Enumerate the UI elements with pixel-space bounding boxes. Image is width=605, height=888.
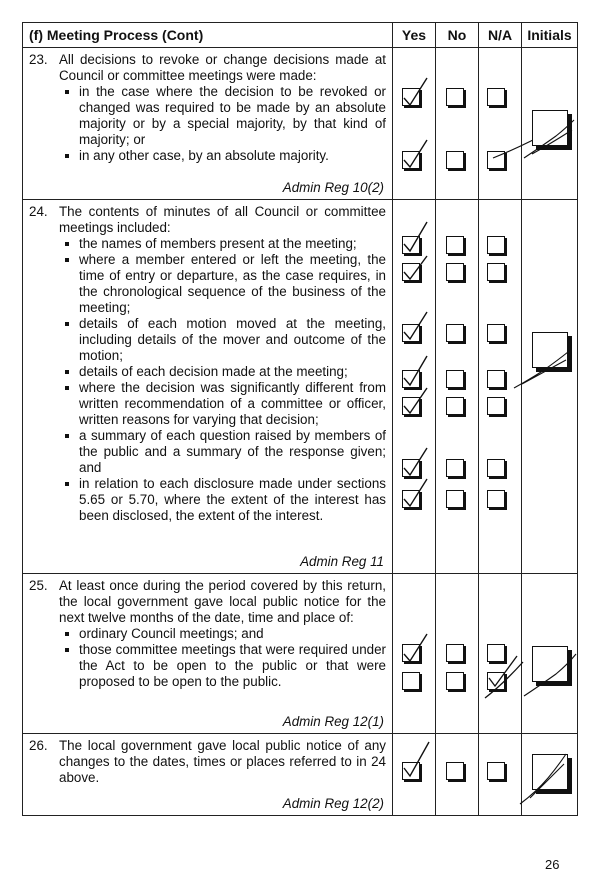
checkbox-no[interactable] [446,762,464,780]
checkbox-na-checked[interactable] [487,151,505,169]
checkbox-na[interactable] [487,236,505,254]
checkbox-yes[interactable] [402,672,420,690]
question-number: 25. [29,578,48,593]
checkbox-no[interactable] [446,88,464,106]
bullet-item: in the case where the decision to be revoked or changed was required to be made by an absolute majority or by a special majority, by that kind of majority; or [79,84,386,147]
initials-box[interactable] [532,332,568,368]
bullet-item: in relation to each disclosure made under sections 5.65 or 5.70, where the extent of the interest has been disclosed, the extent of the interest. [79,476,386,523]
regulation-reference: Admin Reg 12(1) [282,714,384,729]
checkbox-na[interactable] [487,644,505,662]
checkbox-yes-checked[interactable] [402,370,420,388]
checkbox-yes-checked[interactable] [402,88,420,106]
col-no-header: No [436,23,479,48]
yes-cell [393,48,436,200]
checkbox-yes-checked[interactable] [402,151,420,169]
checkbox-yes-checked[interactable] [402,236,420,254]
question-24 [23,200,393,574]
checkbox-no[interactable] [446,370,464,388]
checkbox-no[interactable] [446,672,464,690]
question-25 [23,574,393,734]
checkbox-yes-checked[interactable] [402,490,420,508]
bullet-item: details of each motion moved at the meeting, including details of the mover and outcome of the motion; [79,316,386,363]
checkbox-yes-checked[interactable] [402,459,420,477]
initials-box[interactable] [532,646,568,682]
checkbox-na[interactable] [487,459,505,477]
page-number: 26 [545,857,560,872]
checkbox-no[interactable] [446,644,464,662]
question-row-23 [23,48,578,200]
checkbox-na[interactable] [487,762,505,780]
checkbox-na-checked[interactable] [487,672,505,690]
regulation-reference: Admin Reg 12(2) [282,796,384,811]
col-na-header: N/A [479,23,522,48]
checkbox-yes-checked[interactable] [402,263,420,281]
question-text: At least once during the period covered by this return, the local government gave local public notice for the next twelve months of the date, time and place of: [59,578,386,625]
regulation-reference: Admin Reg 11 [300,554,384,569]
question-number: 24. [29,204,48,219]
checkbox-na[interactable] [487,490,505,508]
checkbox-na[interactable] [487,370,505,388]
checkbox-no[interactable] [446,236,464,254]
initials-cell [522,574,578,734]
question-row-26 [23,734,578,816]
checkbox-yes-checked[interactable] [402,762,420,780]
initials-cell [522,48,578,200]
no-cell [436,574,479,734]
checkbox-yes-checked[interactable] [402,324,420,342]
checkbox-na[interactable] [487,324,505,342]
checkbox-yes-checked[interactable] [402,644,420,662]
initials-box[interactable] [532,110,568,146]
bullet-item: a summary of each question raised by members of the public and a summary of the response given; and [79,428,386,475]
no-cell [436,48,479,200]
col-initials-header: Initials [522,23,578,48]
initials-cell [522,734,578,816]
checkbox-no[interactable] [446,263,464,281]
header-row [23,23,578,48]
question-text: The local government gave local public notice of any changes to the dates, times or places referred to in 24 above. [59,738,386,785]
na-cell [479,574,522,734]
col-yes-header: Yes [393,23,436,48]
bullet-item: where the decision was significantly different from written recommendation of a committee or officer, written reasons for varying that decision; [79,380,386,427]
checkbox-na[interactable] [487,397,505,415]
question-number: 23. [29,52,48,67]
yes-cell [393,574,436,734]
checkbox-yes-checked[interactable] [402,397,420,415]
yes-cell [393,734,436,816]
initials-box[interactable] [532,754,568,790]
bullet-item: the names of members present at the meeting; [79,236,386,252]
question-text: All decisions to revoke or change decisions made at Council or committee meetings were made: [59,52,386,83]
question-26 [23,734,393,816]
initials-cell [522,200,578,574]
question-row-24 [23,200,578,574]
question-row-25 [23,574,578,734]
bullet-item: in any other case, by an absolute majority. [79,148,386,164]
bullet-item: details of each decision made at the meeting; [79,364,386,380]
na-cell [479,200,522,574]
question-text: The contents of minutes of all Council or committee meetings included: [59,204,386,235]
checkbox-no[interactable] [446,490,464,508]
checkbox-na[interactable] [487,88,505,106]
section-heading: (f) Meeting Process (Cont) [23,23,393,48]
checkbox-na[interactable] [487,263,505,281]
regulation-reference: Admin Reg 10(2) [282,180,384,195]
na-cell [479,734,522,816]
no-cell [436,734,479,816]
checkbox-no[interactable] [446,397,464,415]
na-cell [479,48,522,200]
checkbox-no[interactable] [446,324,464,342]
question-number: 26. [29,738,48,753]
bullet-item: those committee meetings that were required under the Act to be open to the public or that were proposed to be open to the public. [79,642,386,689]
yes-cell [393,200,436,574]
checkbox-no[interactable] [446,151,464,169]
bullet-item: where a member entered or left the meeting, the time of entry or departure, as the case requires, in the chronological sequence of the business of the meeting; [79,252,386,315]
question-23 [23,48,393,200]
meeting-process-checklist [22,22,578,816]
bullet-item: ordinary Council meetings; and [79,626,386,642]
checkbox-no[interactable] [446,459,464,477]
no-cell [436,200,479,574]
